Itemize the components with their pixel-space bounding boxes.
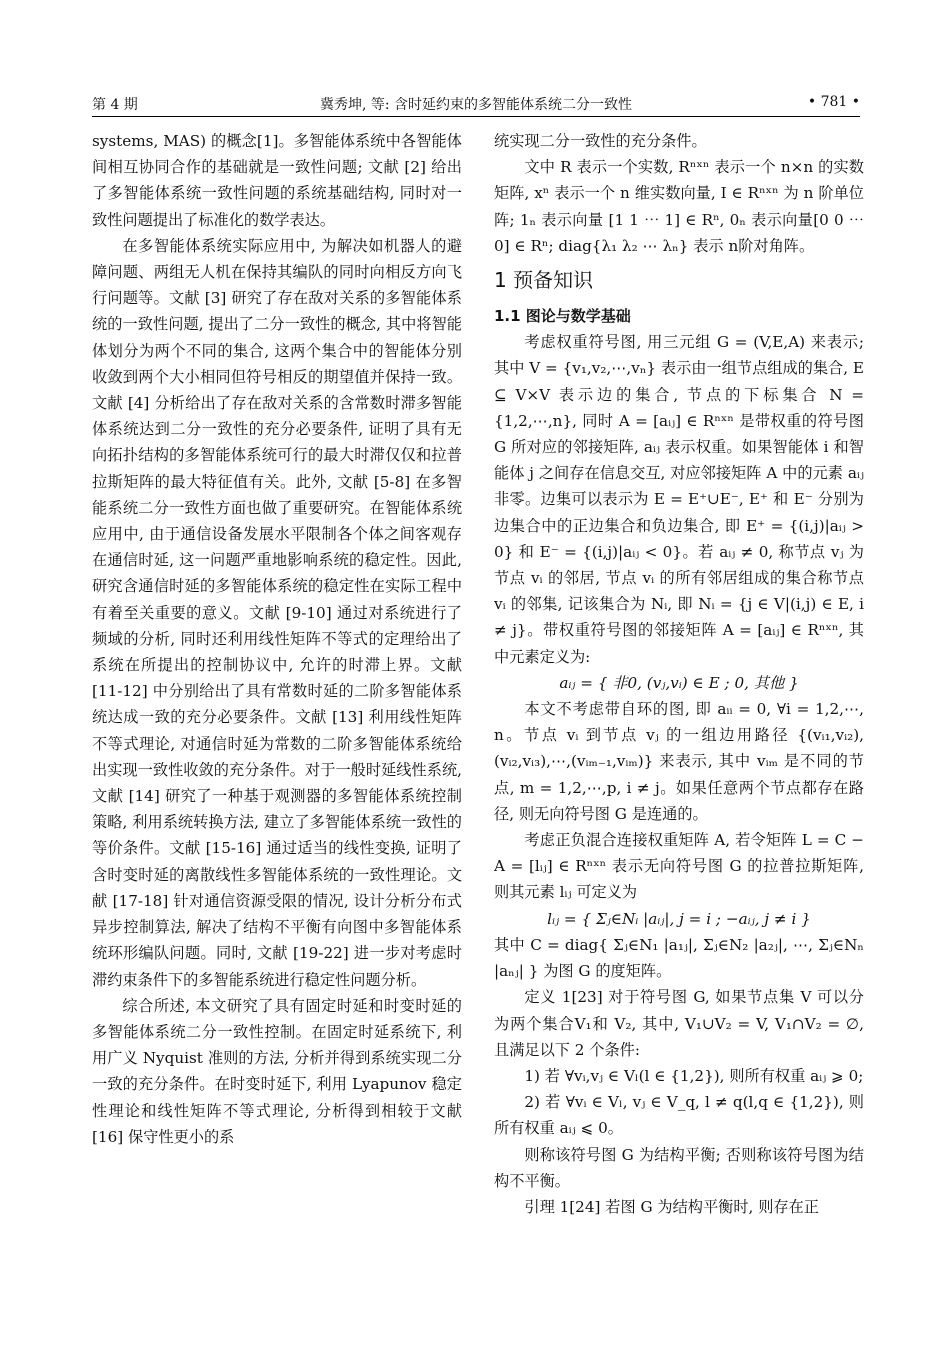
condition-item: 2) 若 ∀vᵢ ∈ Vₗ, vⱼ ∈ V_q, l ≠ q(l,q ∈ {1,2}), 则所有权重 aᵢⱼ ⩽ 0。 [494,1093,864,1138]
paragraph: 其中 C = diag{ Σⱼ∈N₁ |a₁ⱼ|, Σⱼ∈N₂ |a₂ⱼ|, ⋯, Σⱼ∈Nₙ |aₙⱼ| } 为图 G 的度矩阵。 [494,935,864,981]
definition: 定义 1[23] 对于符号图 G, 如果节点集 V 可以分为两个集合V₁和 V₂, 其中, V₁∪V₂ = V, V₁∩V₂ = ∅, 且满足以下 2 个条件: [494,988,864,1059]
paragraph: 本文不考虑带自环的图, 即 aᵢᵢ = 0, ∀i = 1,2,⋯, n。节点 vᵢ 到节点 vⱼ 的一组边用路径 {(vᵢ₁,vᵢ₂), (vᵢ₂,vᵢ₃),⋯,(vᵢₘ₋₁,vᵢₘ)} 来表示, 其中 vᵢₘ 是不同的节点, m = 1,2,⋯,p, i ≠ j。如果任意两个节点都存在路径, 则无向符号图 G 是连通的。 [494,700,864,823]
paragraph: 则称该符号图 G 为结构平衡; 否则称该符号图为结构不平衡。 [494,1145,864,1190]
equation: aᵢⱼ = { 非0, (vⱼ,vᵢ) ∈ E ; 0, 其他 } [559,673,799,692]
condition-item: 1) 若 ∀vᵢ,vⱼ ∈ Vₗ(l ∈ {1,2}), 则所有权重 aᵢⱼ ⩾ 0; [524,1066,864,1085]
right-column [494,128,864,1220]
running-header [92,92,860,117]
section-heading: 1 预备知识 [494,268,594,293]
running-title: 冀秀坤, 等: 含时延约束的多智能体系统二分一致性 [319,97,633,113]
paragraph: 文中 R 表示一个实数, Rⁿˣⁿ 表示一个 n×n 的实数矩阵, xⁿ 表示一个 n 维实数向量, I ∈ Rⁿˣⁿ 为 n 阶单位阵; 1ₙ 表示向量 [1 1 ⋯ 1] ∈ Rⁿ, 0ₙ 表示向量[0 0 ⋯ 0] ∈ Rⁿ; diag{λ₁ λ₂ ⋯ λₙ} 表示 n阶对角阵。 [494,158,864,255]
paragraph: 考虑权重符号图, 用三元组 G = (V,E,A) 来表示; 其中 V = {v₁,v₂,⋯,vₙ} 表示由一组节点组成的集合, E ⊆ V×V 表示边的集合, 节点的下标集合 N = {1,2,⋯,n}, 同时 A = [aᵢⱼ] ∈ Rⁿˣⁿ 是带权重的符号图 G 所对应的邻接矩阵, aᵢⱼ 表示权重。如果智能体 i 和智能体 j 之间存在信息交互, 对应邻接矩阵 A 中的元素 aᵢⱼ 非零。边集可以表示为 E = E⁺∪E⁻, E⁺ 和 E⁻ 分别为边集合中的正边集合和负边集合, 即 E⁺ = {(i,j)|aᵢⱼ > 0} 和 E⁻ = {(i,j)|aᵢⱼ < 0}。若 aᵢⱼ ≠ 0, 称节点 vⱼ 为节点 vᵢ 的邻居, 节点 vᵢ 的所有邻居组成的集合称节点 vᵢ 的邻集, 记该集合为 Nᵢ, 即 Nᵢ = {j ∈ V|(i,j) ∈ E, i ≠ j}。带权重符号图的邻接矩阵 A = [aᵢⱼ] ∈ Rⁿˣⁿ, 其中元素定义为: [494,333,864,666]
paragraph: 统实现二分一致性的充分条件。 [494,132,707,150]
issue-number: 第 4 期 [92,97,138,113]
paragraph: 考虑正负混合连接权重矩阵 A, 若令矩阵 L = C − A = [lᵢⱼ] ∈ Rⁿˣⁿ 表示无向符号图 G 的拉普拉斯矩阵, 则其元素 lᵢⱼ 可定义为 [494,831,864,902]
page-number: • 781 • [807,94,860,110]
paragraph: systems, MAS) 的概念[1]。多智能体系统中各智能体间相互协同合作的基础就是一致性问题; 文献 [2] 给出了多智能体系统一致性问题的系统基础结构, 同时对一致性问题提出了标准化的数学表达。 [92,132,462,229]
paragraph: 综合所述, 本文研究了具有固定时延和时变时延的多智能体系统二分一致性控制。在固定时延系统下, 利用广义 Nyquist 准则的方法, 分析并得到系统实现二分一致的充分条件。在时变时延下, 利用 Lyapunov 稳定性理论和线性矩阵不等式理论, 分析得到相较于文献 [16] 保守性更小的系 [92,996,462,1146]
paragraph: 在多智能体系统实际应用中, 为解决如机器人的避障问题、两组无人机在保持其编队的同时向相反方向飞行问题等。文献 [3] 研究了存在敌对关系的多智能体系统的一致性问题, 提出了二分一致性的概念, 其中将智能体划分为两个不同的集合, 这两个集合中的智能体分别收敛到两个大小相同但符号相反的期望值并保持一致。文献 [4] 分析给出了存在敌对关系的含常数时滞多智能体系统达到二分一致性的充分必要条件, 证明了具有无向拓扑结构的多智能体系统可行的最大时滞仅仅和拉普拉斯矩阵的最大特征值有关。此外, 文献 [5-8] 在多智能系统二分一致性方面也做了重要研究。在智能体系统应用中, 由于通信设备发展水平限制各个体之间客观存在通信时延, 这一问题严重地影响系统的稳定性。因此, 研究含通信时延的多智能体系统的稳定性在实际工程中有着至关重要的意义。文献 [9-10] 通过对系统进行了频域的分析, 同时还利用线性矩阵不等式的定理给出了系统在所提出的控制协议中, 允许的时滞上界。文献 [11-12] 中分别给出了具有常数时延的二阶多智能体系统达成一致的充分必要条件。文献 [13] 利用线性矩阵不等式理论, 对通信时延为常数的二阶多智能体系统给出实现一致性收敛的充分条件。对于一般时延线性系统, 文献 [14] 研究了一种基于观测器的多智能体系统控制策略, 利用系统转换方法, 建立了多智能体系统一致性的等价条件。文献 [15-16] 通过适当的线性变换, 证明了含时变时延的离散线性多智能体系统的一致性理论。文献 [17-18] 针对通信资源受限的情况, 设计分析分布式异步控制算法, 解决了结构不平衡有向图中多智能体系统环形编队问题。同时, 文献 [19-22] 进一步对考虑时滞约束条件下的多智能系统进行稳定性问题分析。 [92,236,462,989]
subsection-heading: 1.1 图论与数学基础 [494,307,631,326]
left-column [92,128,462,1150]
equation: lᵢⱼ = { Σⱼ∈Nᵢ |aᵢⱼ|, j = i ; −aᵢⱼ, j ≠ i } [547,909,811,928]
lemma: 引理 1[24] 若图 G 为结构平衡时, 则存在正 [524,1197,819,1216]
